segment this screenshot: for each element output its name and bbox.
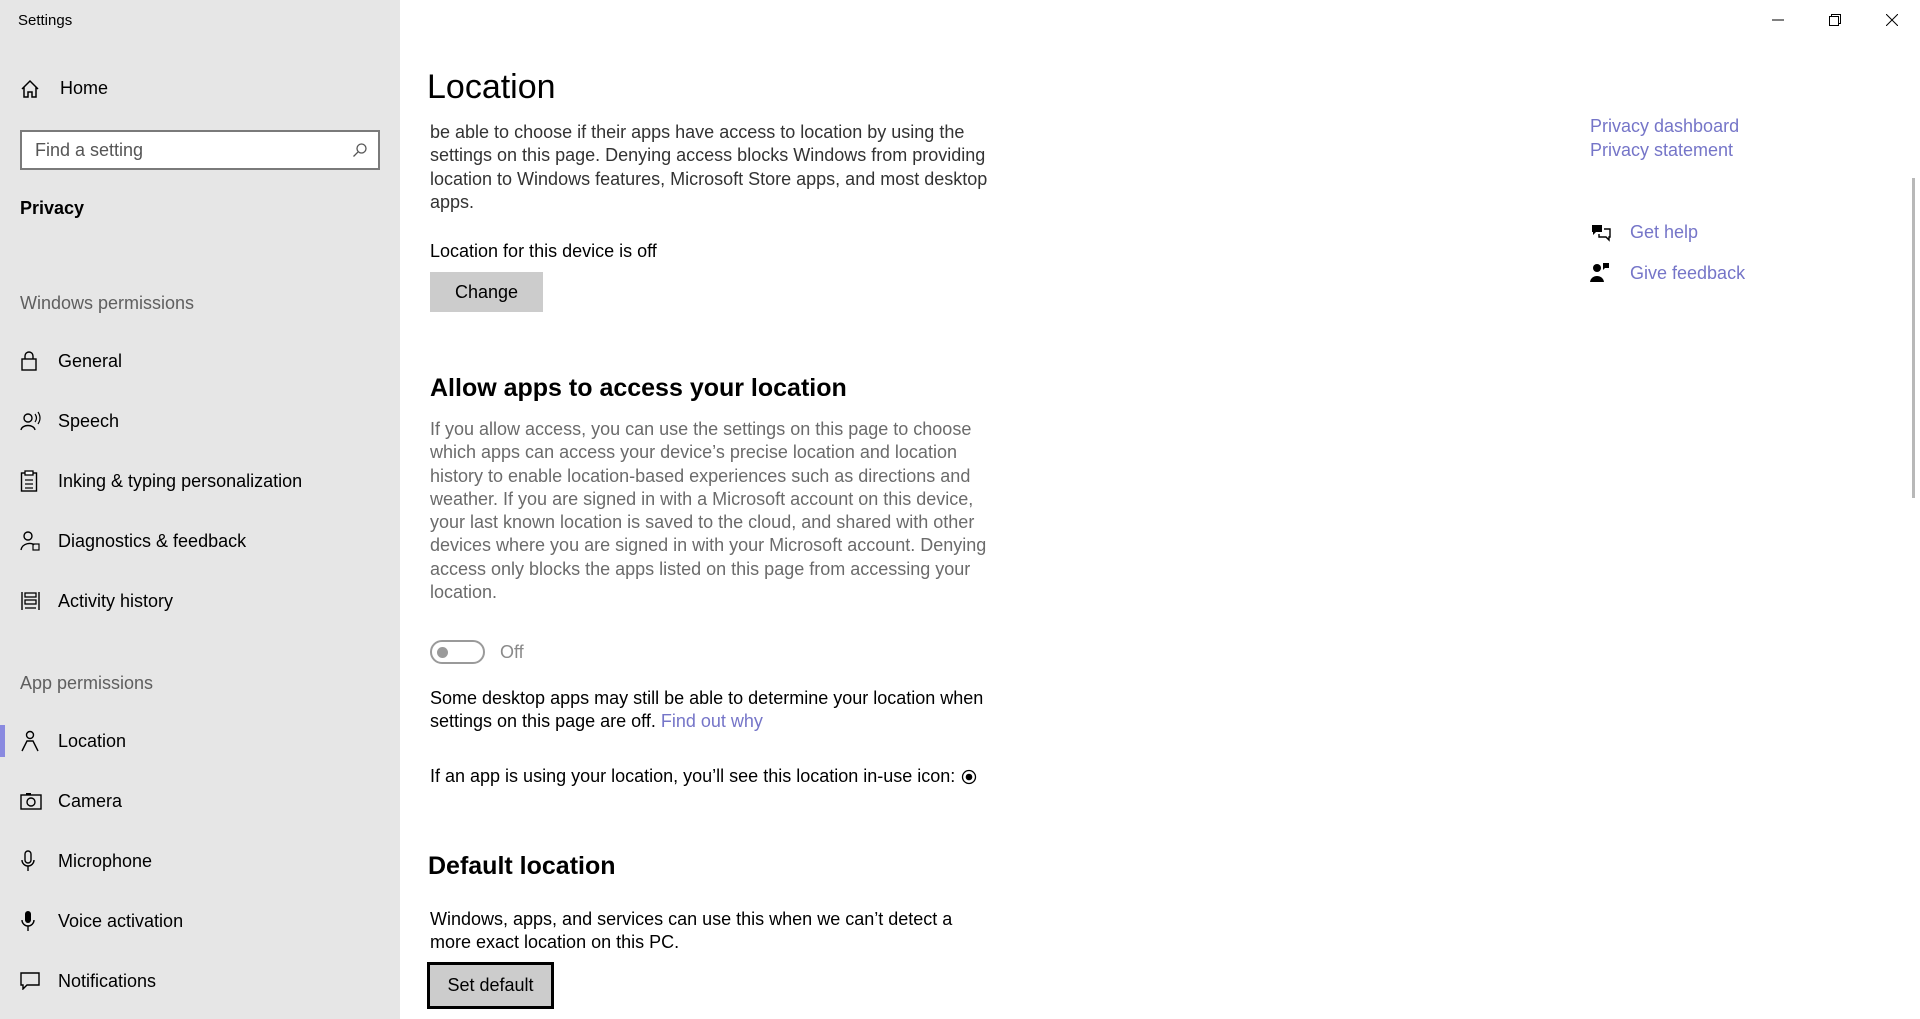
notifications-icon xyxy=(0,972,58,990)
in-use-text: If an app is using your location, you’ll see this location in-use icon: xyxy=(430,766,956,786)
sidebar-item-label: Diagnostics & feedback xyxy=(58,530,247,551)
sidebar-item-label: Speech xyxy=(58,410,120,431)
speech-icon xyxy=(0,411,58,431)
location-access-toggle[interactable] xyxy=(430,640,485,664)
get-help-icon xyxy=(1590,223,1630,243)
sidebar-item-label: Notifications xyxy=(58,970,157,991)
sidebar-item-label: Camera xyxy=(58,790,123,811)
give-feedback-link[interactable] xyxy=(1590,262,1745,284)
sidebar-item-speech[interactable] xyxy=(0,399,400,443)
app-permissions-label: App permissions xyxy=(20,673,154,693)
camera-icon xyxy=(0,792,58,810)
give-feedback-icon xyxy=(1590,262,1630,284)
restore-button[interactable] xyxy=(1806,0,1863,40)
home-icon xyxy=(20,79,60,99)
default-location-heading: Default location xyxy=(428,852,616,880)
privacy-statement-link[interactable]: Privacy statement xyxy=(1590,140,1734,160)
windows-permissions-label: Windows permissions xyxy=(20,293,195,313)
search-input[interactable] xyxy=(22,140,342,161)
default-location-description: Windows, apps, and services can use this when we can’t detect a more exact location on this PC. xyxy=(430,909,953,953)
desktop-apps-text: Some desktop apps may still be able to determine your location when settings on this page are off. xyxy=(430,688,984,732)
get-help-label: Get help xyxy=(1630,222,1699,242)
close-icon xyxy=(1886,14,1898,26)
home-label: Home xyxy=(60,78,109,98)
privacy-dashboard-link[interactable]: Privacy dashboard xyxy=(1590,116,1740,136)
window-controls xyxy=(1749,0,1920,40)
toggle-knob xyxy=(437,647,448,658)
location-icon xyxy=(0,730,58,752)
in-use-icon-note xyxy=(430,765,1050,788)
close-button[interactable] xyxy=(1863,0,1920,40)
sidebar-item-diagnostics[interactable] xyxy=(0,519,400,563)
microphone-icon xyxy=(0,850,58,872)
minimize-icon xyxy=(1772,14,1784,26)
sidebar-item-notifications[interactable] xyxy=(0,959,400,1003)
main-content xyxy=(400,0,1920,1019)
sidebar-item-voice-activation[interactable] xyxy=(0,899,400,943)
lock-icon xyxy=(0,350,58,372)
sidebar-item-label: Location xyxy=(58,730,127,751)
sidebar-item-label: Voice activation xyxy=(58,910,184,931)
toggle-state-label: Off xyxy=(500,641,524,662)
set-default-button[interactable]: Set default xyxy=(427,962,554,1009)
sidebar-home[interactable] xyxy=(20,78,108,99)
sidebar-item-label: Microphone xyxy=(58,850,153,871)
sidebar-item-general[interactable] xyxy=(0,339,400,383)
sidebar-item-location[interactable] xyxy=(0,719,400,763)
find-out-why-link[interactable]: Find out why xyxy=(660,711,763,732)
desktop-apps-note xyxy=(430,687,990,734)
sidebar-item-camera[interactable] xyxy=(0,779,400,823)
sidebar-item-label: General xyxy=(58,350,123,371)
search-box[interactable] xyxy=(20,130,380,170)
allow-apps-heading: Allow apps to access your location xyxy=(430,374,847,402)
voice-activation-icon xyxy=(0,910,58,932)
give-feedback-label: Give feedback xyxy=(1630,262,1746,283)
sidebar-item-microphone[interactable] xyxy=(0,839,400,883)
location-in-use-icon xyxy=(961,769,977,785)
sidebar xyxy=(0,0,400,1019)
get-help-link[interactable] xyxy=(1590,222,1698,243)
diagnostics-icon xyxy=(0,530,58,552)
restore-icon xyxy=(1829,14,1841,26)
activity-history-icon xyxy=(0,591,58,611)
sidebar-item-activity-history[interactable] xyxy=(0,579,400,623)
device-location-status: Location for this device is off xyxy=(430,241,657,261)
change-button[interactable]: Change xyxy=(430,272,543,312)
clipboard-icon xyxy=(0,470,58,492)
app-title: Settings xyxy=(18,12,73,29)
scrollbar-thumb[interactable] xyxy=(1912,178,1915,498)
search-icon[interactable] xyxy=(342,142,378,158)
minimize-button[interactable] xyxy=(1749,0,1806,40)
location-access-toggle-row xyxy=(430,640,524,664)
sidebar-item-inking-typing[interactable] xyxy=(0,459,400,503)
sidebar-item-label: Activity history xyxy=(58,590,174,611)
sidebar-item-label: Inking & typing personalization xyxy=(58,470,303,491)
allow-apps-description: If you allow access, you can use the settings on this page to choose which apps can access your device’s precise location and location history to enable location-based experiences such as directions and weather. If you are signed in with a Microsoft account on this device, your last known location is saved to the cloud, and shared with other devices where you are signed in with your Microsoft account. Denying access only blocks the apps listed on this page from accessing your location. xyxy=(430,419,987,603)
intro-text: be able to choose if their apps have access to location by using the settings on this page. Denying access blocks Windows from providing location to Windows features, Microsoft Store apps, and most desktop apps. xyxy=(430,122,988,212)
section-title: Privacy xyxy=(20,198,85,218)
page-title: Location xyxy=(427,68,556,106)
